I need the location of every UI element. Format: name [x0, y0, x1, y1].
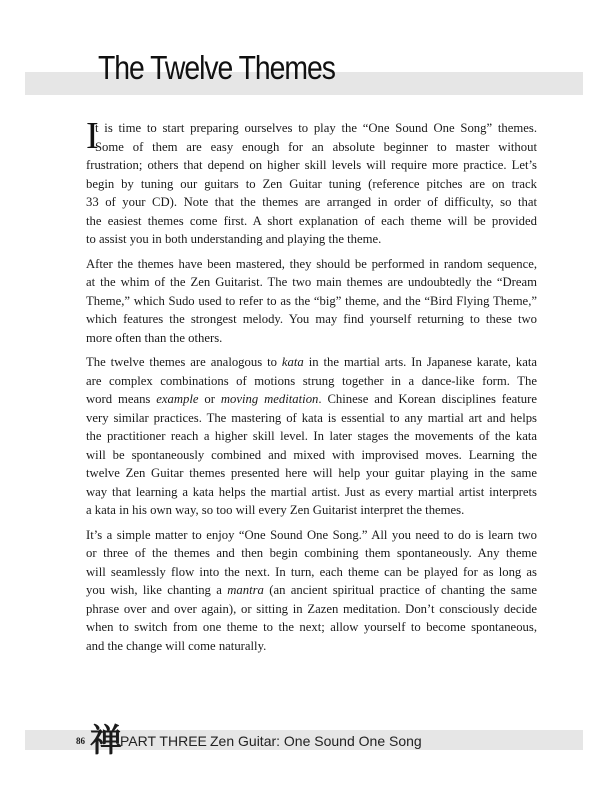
- text-segment: . Chinese and Korean disciplines feature: [318, 392, 538, 406]
- text-segment: word means: [86, 392, 157, 406]
- text-segment: After the themes have been mastered, they should be performed in random sequence,: [86, 256, 537, 271]
- paragraph: [86, 255, 537, 348]
- text-segment: or three of the themes and then begin combining them spontaneously. Any theme: [86, 546, 537, 560]
- text-segment: more often than the others.: [86, 330, 223, 345]
- text-segment: will be spontaneously combined and mixed with improvised moves. Learning the: [86, 447, 537, 462]
- text-segment: 33 of your CD). Note that the themes are arranged in order of difficulty, so that: [86, 195, 537, 209]
- text-segment: phrase over and over again), or sitting in Zazen meditation. Don’t consciously decide: [86, 601, 537, 616]
- text-segment: in the martial arts. In Japanese karate, kata: [303, 355, 537, 369]
- text-line: [86, 390, 537, 409]
- text-line: [86, 637, 537, 656]
- text-line: [86, 292, 537, 311]
- text-line: [86, 212, 537, 231]
- text-segment: when to switch from one theme to the next; allow yourself to become spontaneous,: [86, 620, 537, 634]
- text-segment: Theme,” which Sudo used to refer to as the “big” theme, and the “Bird Flying Theme,”: [86, 293, 537, 308]
- italic-text: mantra: [227, 583, 264, 597]
- text-line: [86, 409, 537, 428]
- text-segment: the practitioner reach a higher skill level. In later stages the movements of the kata: [86, 429, 537, 443]
- text-line: [86, 446, 537, 465]
- text-segment: The twelve themes are analogous to: [86, 355, 282, 369]
- paragraph: [86, 526, 537, 656]
- text-segment: and the change will come naturally.: [86, 638, 267, 653]
- text-line: [86, 255, 537, 274]
- drop-cap: I: [86, 115, 99, 157]
- italic-text: example: [156, 392, 199, 406]
- text-segment: or: [198, 392, 221, 406]
- text-segment: It’s a simple matter to enjoy “One Sound One Song.” All you need to do is learn two: [86, 527, 537, 542]
- zen-kanji-logo: 禅: [90, 721, 123, 759]
- footer-part-label: PART THREE: [120, 733, 207, 749]
- text-line: [86, 273, 537, 292]
- text-line: [86, 544, 537, 563]
- text-segment: are complex combinations of motions strung together in a dance-like form. The: [86, 373, 537, 388]
- text-segment: frustration; others that depend on higher skill levels will require more practice. Let’s: [86, 158, 537, 172]
- text-line: [86, 193, 537, 212]
- text-line: [86, 581, 537, 600]
- text-line: [86, 372, 537, 391]
- text-segment: way that learning a kata helps the martial artist. Just as every martial artist interprets: [86, 484, 537, 499]
- text-line: [86, 230, 537, 249]
- text-line: [86, 464, 537, 483]
- text-line: [86, 353, 537, 372]
- text-segment: twelve Zen Guitar themes presented here will help your guitar playing in the same: [86, 466, 537, 480]
- text-segment: the easiest themes come first. A short explanation of each theme will be provided: [86, 213, 537, 228]
- text-segment: at the whim of the Zen Guitarist. The two main themes are undoubtedly the “Dream: [86, 275, 537, 289]
- text-line: [86, 156, 537, 175]
- footer-chapter-title: Zen Guitar: One Sound One Song: [210, 733, 422, 749]
- text-segment: a kata in his own way, so too will every Zen Guitarist interpret the themes.: [86, 503, 465, 517]
- text-line: [86, 483, 537, 502]
- paragraph: [86, 353, 537, 520]
- text-line: [86, 563, 537, 582]
- text-segment: you wish, like chanting a: [86, 583, 228, 597]
- text-line: [86, 175, 537, 194]
- paragraph: [86, 115, 537, 249]
- page-number: 86: [76, 736, 85, 746]
- text-segment: t is time to start preparing ourselves to play the “One Sound One Song” themes.: [95, 121, 537, 135]
- italic-text: moving meditation: [220, 392, 319, 406]
- text-segment: very similar practices. The mastering of kata is essential to any martial art and helps: [86, 410, 537, 425]
- text-line: [86, 618, 537, 637]
- text-line: [86, 119, 537, 138]
- text-segment: to assist you in both understanding and playing the theme.: [86, 232, 382, 246]
- text-segment: begin by tuning our guitars to Zen Guitar tuning (reference pitches are on track: [86, 176, 537, 191]
- text-line: [86, 427, 537, 446]
- text-line: [86, 600, 537, 619]
- body-text: [86, 115, 538, 661]
- text-line: [86, 138, 537, 157]
- text-segment: will seamlessly flow into the next. In turn, each theme can be played for as long as: [86, 564, 537, 579]
- text-segment: (an ancient spiritual practice of chanting the same: [263, 583, 537, 597]
- italic-text: kata: [281, 355, 304, 369]
- text-line: [86, 329, 537, 348]
- text-line: [86, 501, 537, 520]
- page-title: The Twelve Themes: [98, 49, 335, 86]
- text-line: [86, 310, 537, 329]
- text-segment: Some of them are easy enough for an absolute beginner to master without: [95, 139, 537, 154]
- text-segment: which features the strongest melody. You may find yourself returning to these two: [86, 312, 537, 326]
- text-line: [86, 526, 537, 545]
